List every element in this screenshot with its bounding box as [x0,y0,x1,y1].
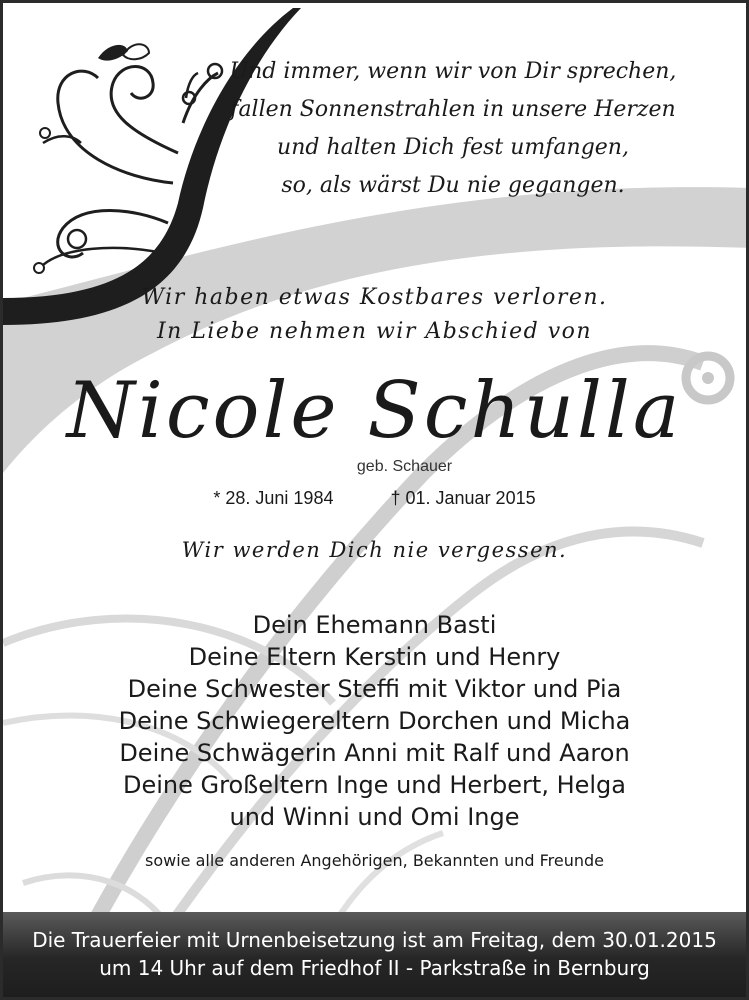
mourner-line: Deine Schwester Steffi mit Viktor und Pia [127,675,622,703]
birth-date: * 28. Juni 1984 [213,488,334,508]
mourner-line: Dein Ehemann Basti [252,611,497,639]
funeral-info-banner [3,912,746,997]
birth-name: geb. Schauer [356,458,453,475]
mourner-line: Deine Schwiegereltern Dorchen und Micha [118,707,631,735]
mourner-line: Deine Großeltern Inge und Herbert, Helga [123,771,626,799]
funeral-info-line-1: Die Trauerfeier mit Urnenbeisetzung ist am Freitag, dem 30.01.2015 [32,928,717,952]
mourner-line: Deine Eltern Kerstin und Henry [188,643,561,671]
other-mourners: sowie alle anderen Angehörigen, Bekannten und Freunde [145,851,604,870]
poem-line: Und immer, wenn wir von Dir sprechen, [229,59,677,84]
mourners-list [3,609,746,833]
deceased-name: Nicole Schulla [66,366,683,456]
intro-line-2: In Liebe nehmen wir Abschied von [156,319,593,344]
remembrance-line: Wir werden Dich nie vergessen. [181,538,568,562]
life-dates [3,488,746,509]
death-date: † 01. Januar 2015 [390,488,536,508]
poem [173,53,733,205]
intro-line-1: Wir haben etwas Kostbares verloren. [141,285,608,310]
mourner-line: und Winni und Omi Inge [229,803,520,831]
poem-line: und halten Dich fest umfangen, [277,135,629,160]
intro-text [3,281,746,349]
mourner-line: Deine Schwägerin Anni mit Ralf und Aaron [119,739,630,767]
funeral-info-line-2: um 14 Uhr auf dem Friedhof II - Parkstraße in Bernburg [99,956,650,980]
poem-line: fallen Sonnenstrahlen in unsere Herzen [230,97,676,122]
poem-line: so, als wärst Du nie gegangen. [281,173,625,198]
